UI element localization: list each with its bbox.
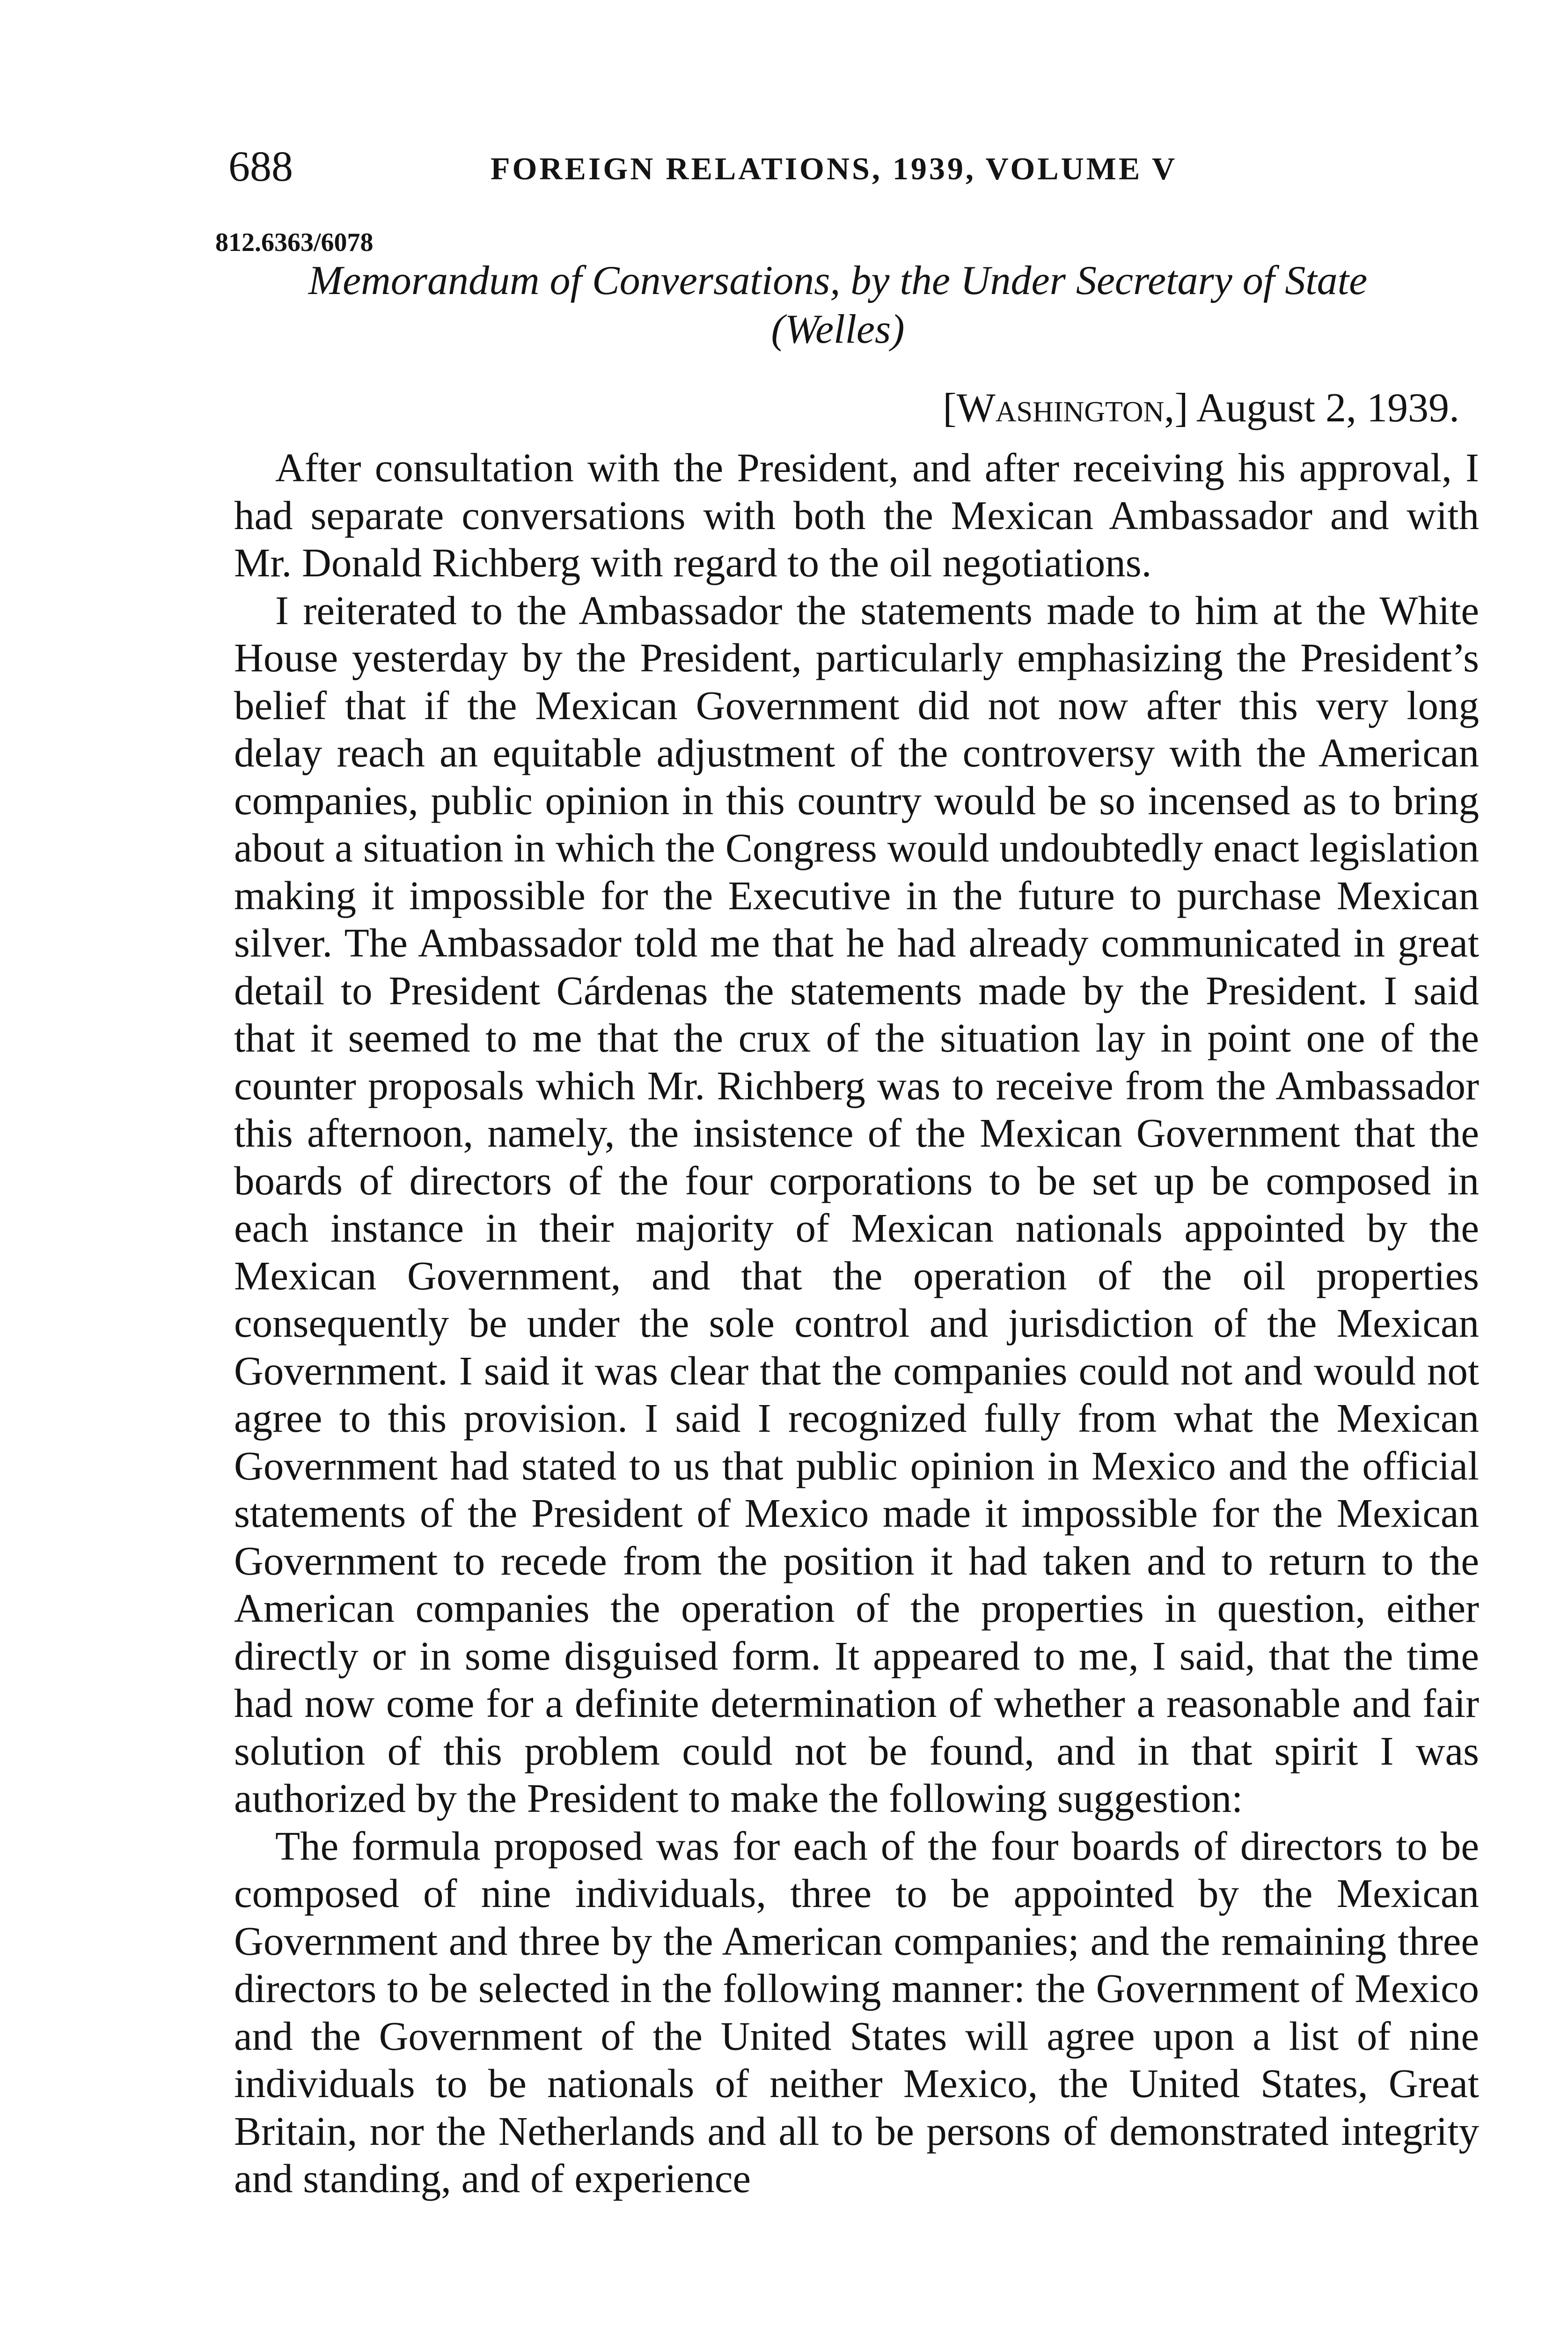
paragraph: The formula proposed was for each of the four boards of directors to be composed of nine individuals, three to be appointed by the Mexican Government and three by the American companies; and the remaining three directors to be selected in the following manner: the Government of Mexico and the Government of the United States will agree upon a list of nine individuals to be nationals of neither Mexico, the United States, Great Britain, nor the Netherlands and all to be persons of demonstrated integrity and standing, and of experience <box>234 1823 1479 2201</box>
paragraph: After consultation with the President, and after receiving his approval, I had separate conversations with both the Mexican Ambassador and with Mr. Donald Richberg with regard to the oil negotiations. <box>234 445 1479 585</box>
page-number: 688 <box>228 142 293 190</box>
date-value: August 2, 1939. <box>1196 385 1459 431</box>
file-number: 812.6363/6078 <box>215 228 374 257</box>
paragraph: I reiterated to the Ambassador the statements made to him at the White House yesterday by the President, particularly emphasizing the President’s belief that if the Mexican Government did not now after this very long delay reach an equitable adjustment of the controversy with the American companies, public opinion in this country would be so incensed as to bring about a situation in which the Congress would undoubtedly enact legislation making it impossible for the Executive in the future to purchase Mexican silver. The Ambassador told me that he had already communicated in great detail to President Cárdenas the statements made by the President. I said that it seemed to me that the crux of the situation lay in point one of the counter proposals which Mr. Richberg was to receive from the Ambassador this afternoon, namely, the insistence of the Mexican Government that the boards of directors of the four corporations to be set up be composed in each instance in their majority of Mexican nationals appointed by the Mexican Government, and that the operation of the oil properties consequently be under the sole control and jurisdiction of the Mexican Government. I said it was clear that the companies could not and would not agree to this provision. I said I recognized fully from what the Mexican Government had stated to us that public opinion in Mexico and the official statements of the President of Mexico made it impossible for the Mexican Government to recede from the position it had taken and to return to the American companies the operation of the properties in question, either directly or in some disguised form. It appeared to me, I said, that the time had now come for a definite determination of whether a reasonable and fair solution of this problem could not be found, and in that spirit I was authorized by the President to make the following suggestion: <box>234 587 1479 1821</box>
date-place: [Washington,] <box>943 385 1188 431</box>
title-author: (Welles) <box>771 307 905 352</box>
running-head: FOREIGN RELATIONS, 1939, VOLUME V <box>491 151 1178 186</box>
date-line <box>943 384 1459 433</box>
memorandum-body <box>234 444 1479 2202</box>
memorandum-title <box>234 257 1442 354</box>
page-header <box>228 140 1305 192</box>
title-line: Memorandum of Conversations, by the Under Secretary of State <box>308 258 1368 303</box>
